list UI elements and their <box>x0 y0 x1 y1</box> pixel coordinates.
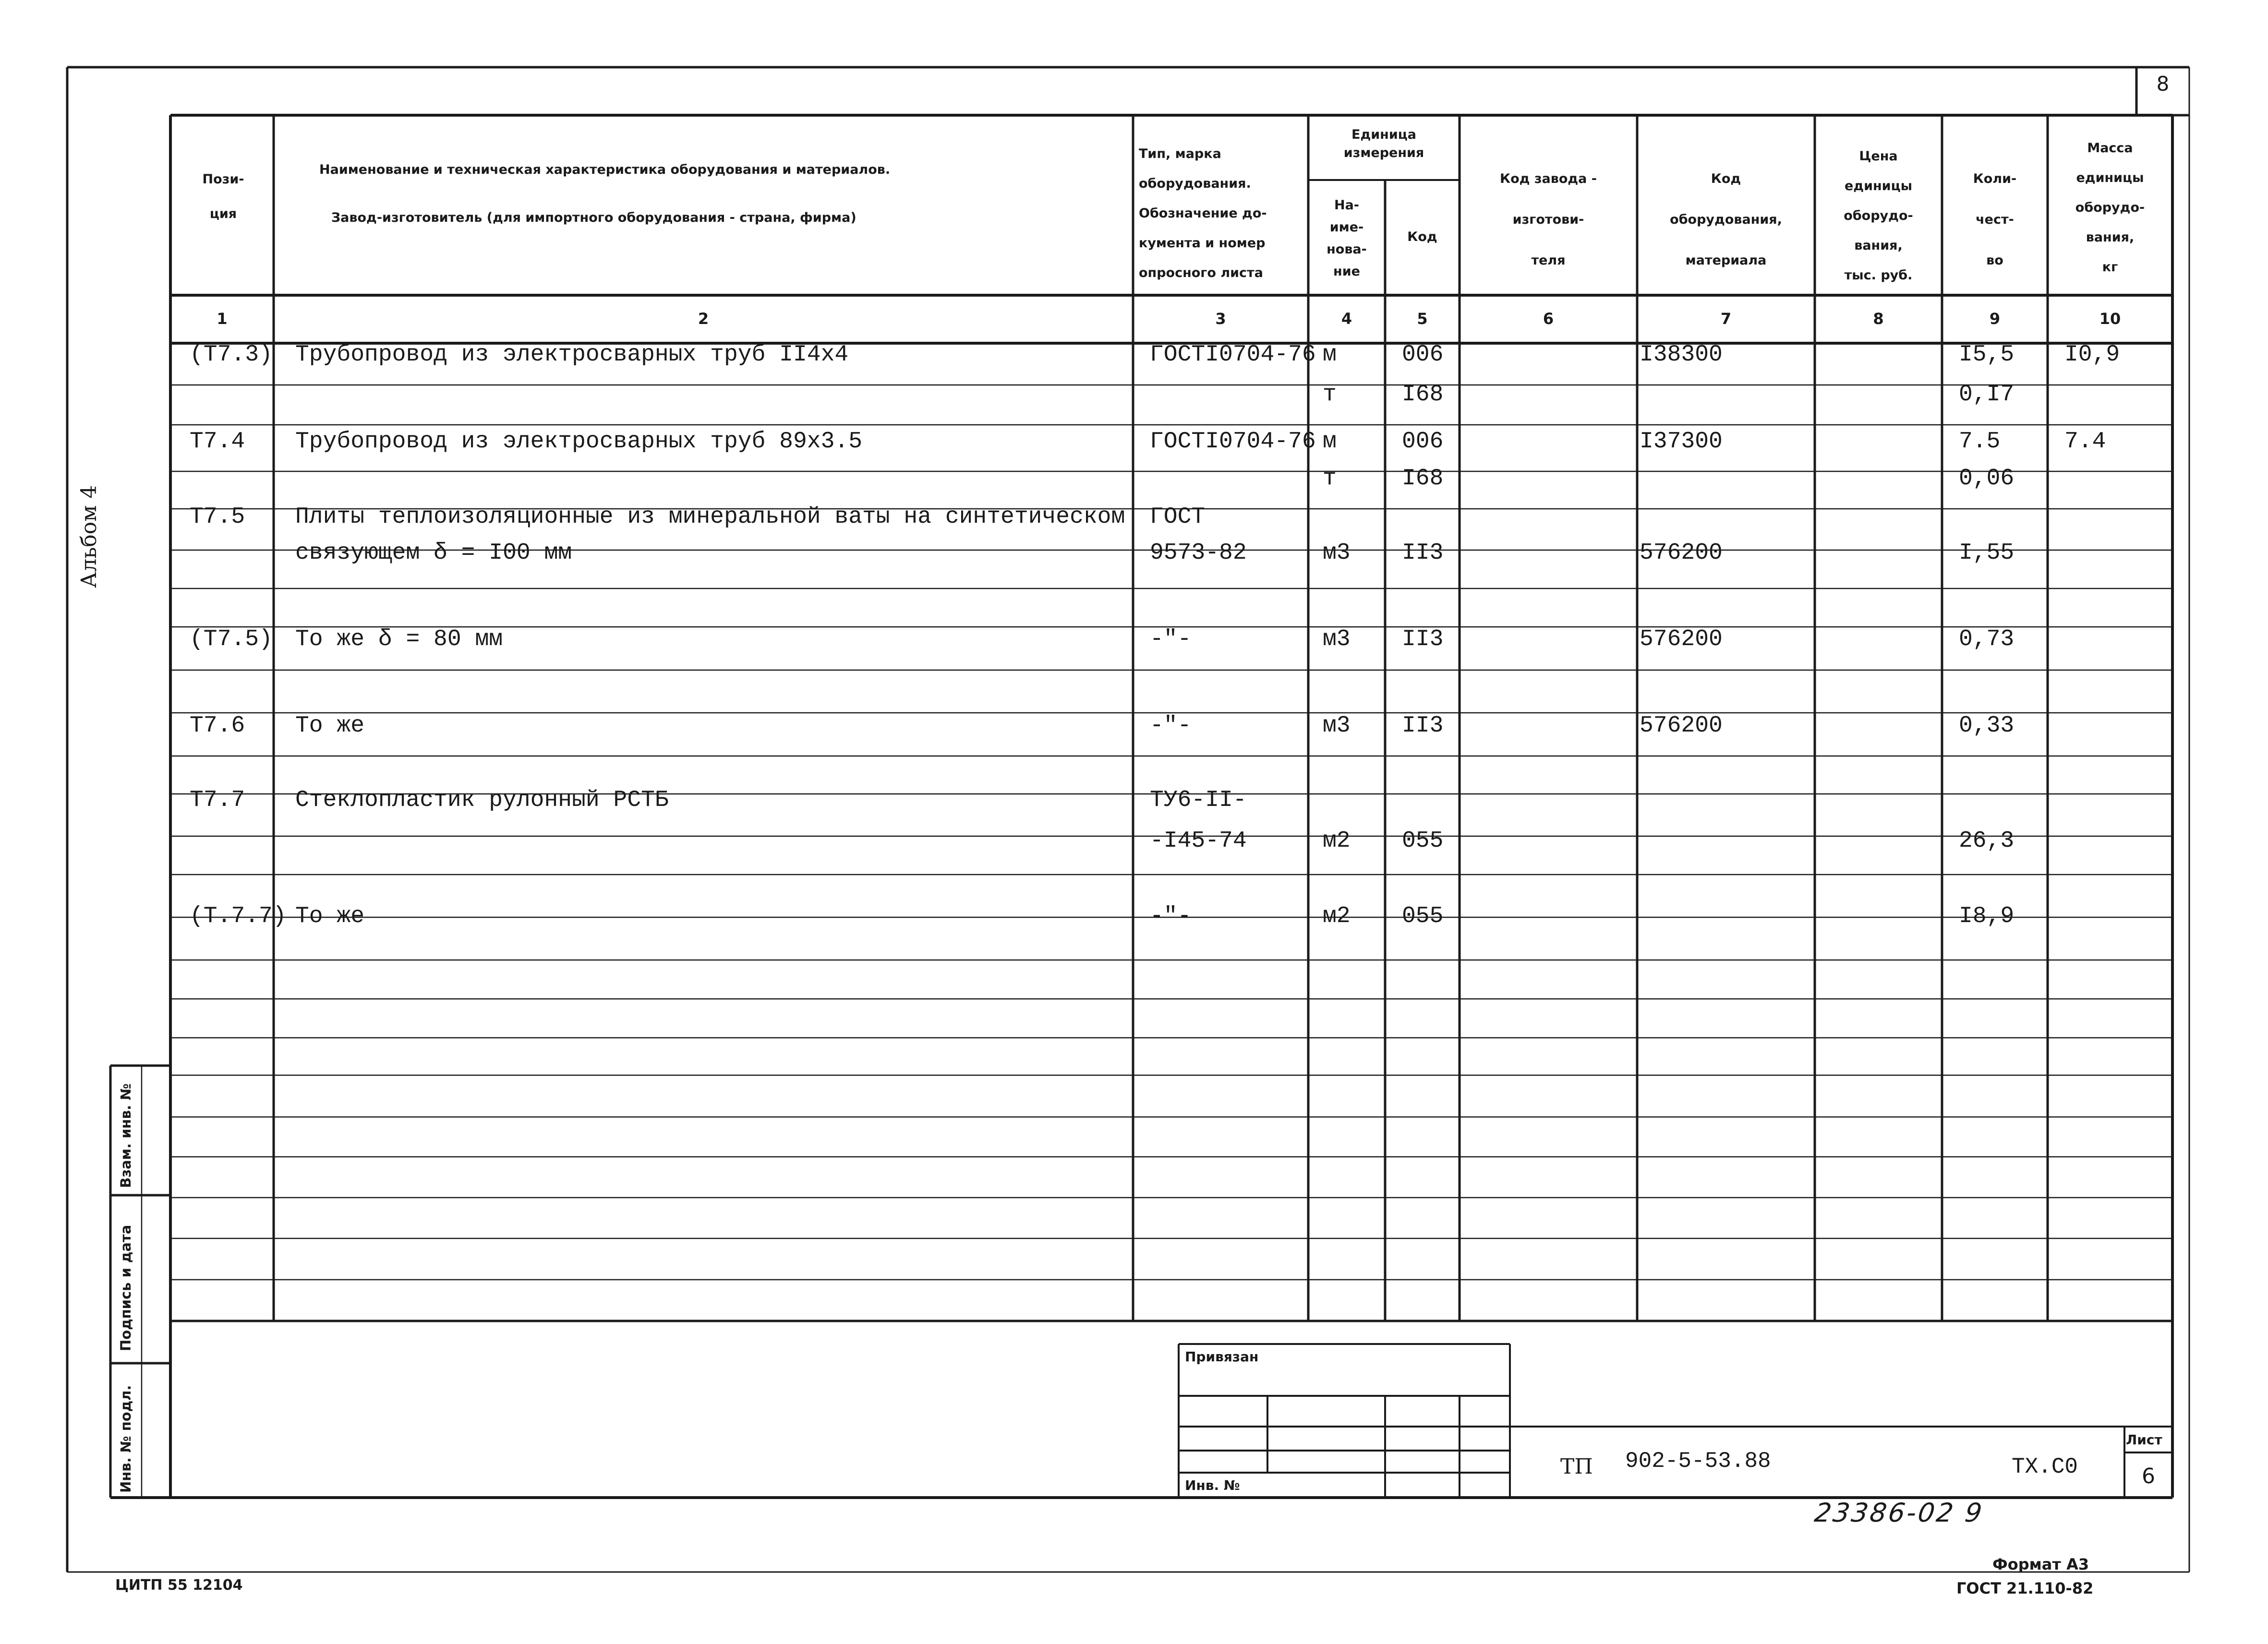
cell-unit-code: 055 <box>1402 903 1444 929</box>
header-manufacturer: Завод-изготовитель (для импортного оборудования - страна, фирма) <box>331 210 857 225</box>
footer-format: Формат А3 <box>1992 1555 2089 1573</box>
col-number: 9 <box>1989 310 2001 328</box>
cell-document: -"- <box>1150 713 1192 739</box>
cell-unit: м2 <box>1323 828 1351 854</box>
cell-quantity: 7.5 <box>1959 429 2001 455</box>
footer-gost: ГОСТ 21.110-82 <box>1956 1579 2094 1597</box>
cell-unit: м3 <box>1323 540 1351 566</box>
col-number: 7 <box>1720 310 1732 328</box>
cell-quantity: 0,I7 <box>1959 382 2015 408</box>
col-number: 2 <box>698 310 709 328</box>
title-inv-label: Инв. № <box>1185 1477 1240 1493</box>
cell-unit: т <box>1323 382 1337 408</box>
col-number: 1 <box>217 310 228 328</box>
cell-document: ГОСТ <box>1150 504 1206 530</box>
cell-quantity: 0,33 <box>1959 713 2015 739</box>
header-material-code: Код оборудования, материала <box>1670 171 1782 268</box>
col-number: 3 <box>1215 310 1226 328</box>
cell-document: ГОСТI0704-76 <box>1150 429 1316 455</box>
header-unit-group: Единица измерения <box>1343 127 1424 160</box>
cell-position: Т7.6 <box>190 713 245 739</box>
cell-position: Т7.4 <box>190 429 245 455</box>
title-sheet-number: 6 <box>2142 1464 2155 1488</box>
title-sheet-label: Лист <box>2126 1432 2162 1448</box>
title-tp: ТП <box>1560 1454 1593 1479</box>
cell-document: ГОСТI0704-76 <box>1150 342 1316 368</box>
col-number: 5 <box>1417 310 1428 328</box>
album-label: Альбом 4 <box>77 485 101 588</box>
cell-unit: м3 <box>1323 626 1351 652</box>
cell-document: 9573-82 <box>1150 540 1247 566</box>
cell-unit: м2 <box>1323 903 1351 929</box>
cell-unit-code: II3 <box>1402 713 1444 739</box>
cell-document: -I45-74 <box>1150 828 1247 854</box>
cell-unit: т <box>1323 466 1337 492</box>
cell-unit: м3 <box>1323 713 1351 739</box>
cell-position: Т7.7 <box>190 787 245 813</box>
title-project-number: 902-5-53.88 <box>1625 1449 1771 1474</box>
header-name: Наименование и техническая характеристика оборудования и материалов. <box>319 162 891 177</box>
cell-name: Трубопровод из электросварных труб II4х4 <box>295 342 849 368</box>
cell-name: Плиты теплоизоляционные из минеральной ваты на синтетическом <box>295 504 1125 530</box>
header-position: Пози- ция <box>202 172 244 221</box>
cell-document: -"- <box>1150 903 1192 929</box>
cell-mass: I0,9 <box>2064 342 2120 368</box>
title-mark: ТХ.С0 <box>2012 1454 2078 1479</box>
cell-quantity: 0,06 <box>1959 466 2015 492</box>
cell-unit-code: II3 <box>1402 540 1444 566</box>
title-bound-label: Привязан <box>1185 1349 1259 1365</box>
cell-material-code: 576200 <box>1640 540 1723 566</box>
cell-unit: м <box>1323 342 1337 368</box>
cell-name: Трубопровод из электросварных труб 89х3.5 <box>295 429 862 455</box>
cell-unit: м <box>1323 429 1337 455</box>
header-unit-code: Код <box>1407 229 1437 244</box>
col-number: 4 <box>1341 310 1352 328</box>
cell-unit-code: 055 <box>1402 828 1444 854</box>
header-unit-mass: Масса единицы оборудо- вания, кг <box>2075 141 2145 275</box>
cell-name: То же δ = 80 мм <box>295 626 503 652</box>
cell-position: Т7.5 <box>190 504 245 530</box>
cell-quantity: I8,9 <box>1959 903 2015 929</box>
col-number: 8 <box>1873 310 1884 328</box>
header-unit-name: На- имe- нова- ние <box>1327 198 1367 279</box>
cell-material-code: I38300 <box>1640 342 1723 368</box>
cell-name: То же <box>295 713 365 739</box>
cell-material-code: 576200 <box>1640 713 1723 739</box>
cell-document: ТУ6-II- <box>1150 787 1247 813</box>
col-number: 10 <box>2099 310 2121 328</box>
header-quantity: Коли- чест- во <box>1973 171 2017 268</box>
stamp-replacement-inv: Взам. инв. № <box>118 1083 134 1188</box>
stamp-signature-date: Подпись и дата <box>118 1224 134 1351</box>
footer-printer: ЦИТП 55 12104 <box>115 1577 243 1594</box>
cell-position: (Т7.3) <box>190 342 273 368</box>
cell-unit-code: 006 <box>1402 342 1444 368</box>
cell-quantity: 26,3 <box>1959 828 2015 854</box>
cell-quantity: I5,5 <box>1959 342 2015 368</box>
handwritten-number: 23386-02 9 <box>1812 1498 1986 1528</box>
col-number: 6 <box>1543 310 1554 328</box>
cell-position: (Т7.5) <box>190 626 273 652</box>
cell-name: Стеклопластик рулонный РСТБ <box>295 787 669 813</box>
header-unit-price: Цена единицы оборудо- вания, тыс. руб. <box>1844 149 1913 283</box>
cell-material-code: I37300 <box>1640 429 1723 455</box>
sheet-number: 8 <box>2156 72 2170 96</box>
cell-document: -"- <box>1150 626 1192 652</box>
cell-position: (Т.7.7) <box>190 903 287 929</box>
cell-unit-code: I68 <box>1402 466 1444 492</box>
stamp-original-inv: Инв. № подл. <box>118 1385 134 1493</box>
cell-unit-code: I68 <box>1402 382 1444 408</box>
cell-mass: 7.4 <box>2064 429 2106 455</box>
cell-quantity: I,55 <box>1959 540 2015 566</box>
cell-quantity: 0,73 <box>1959 626 2015 652</box>
cell-name: То же <box>295 903 365 929</box>
cell-name: связующем δ = I00 мм <box>295 540 572 566</box>
header-factory-code: Код завода - изготови- теля <box>1500 171 1597 268</box>
header-type: Тип, марка оборудования. Обозначение до- кумента и номер опросного листа <box>1139 146 1267 280</box>
cell-material-code: 576200 <box>1640 626 1723 652</box>
cell-unit-code: 006 <box>1402 429 1444 455</box>
cell-unit-code: II3 <box>1402 626 1444 652</box>
